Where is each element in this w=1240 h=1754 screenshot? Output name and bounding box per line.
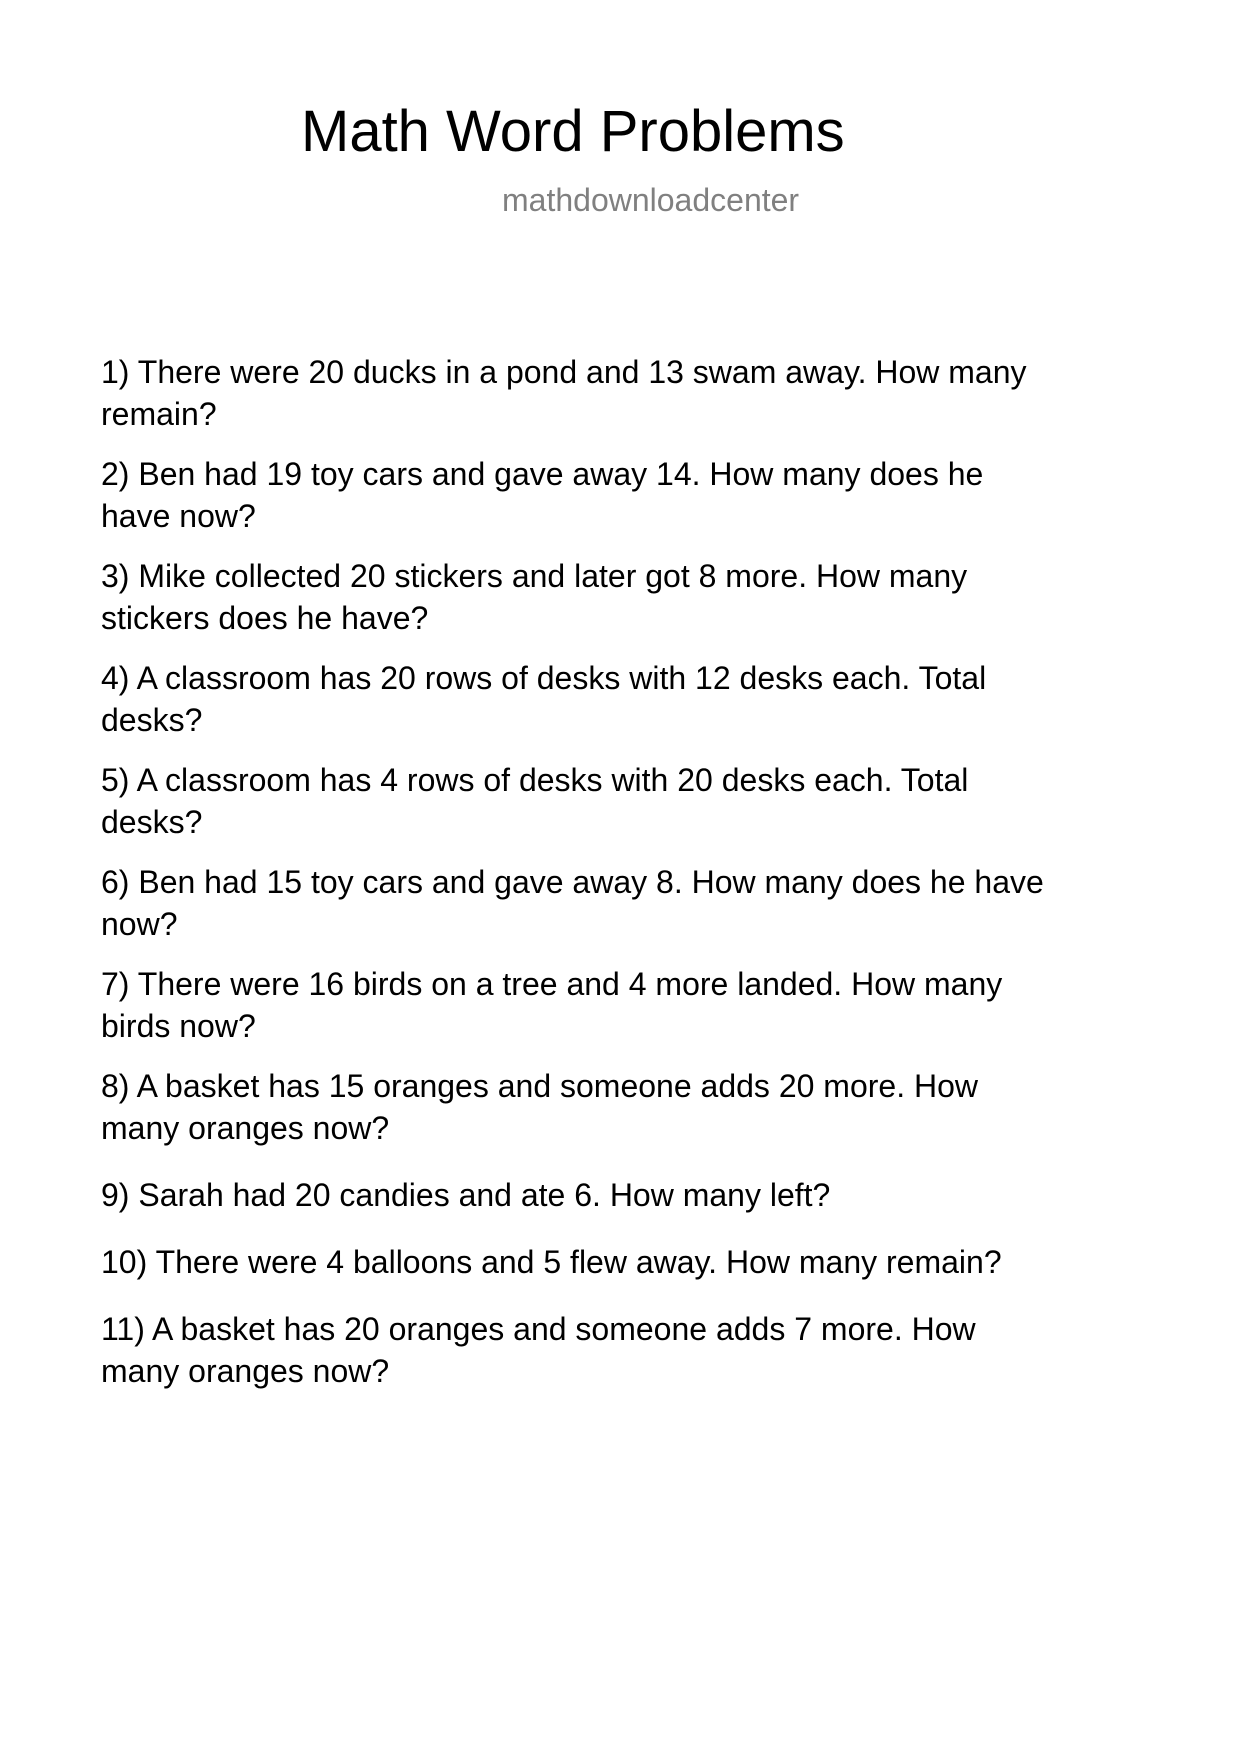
problem-text-line: many oranges now? <box>101 1353 390 1389</box>
problem-text-line: 3) Mike collected 20 stickers and later got 8 more. How many <box>101 558 968 594</box>
problem-text-line: 8) A basket has 15 oranges and someone adds 20 more. How <box>101 1068 978 1104</box>
problem-text-line: birds now? <box>101 1008 256 1044</box>
problem-7 <box>101 963 1002 1047</box>
problem-11 <box>101 1308 976 1392</box>
problem-text-line: many oranges now? <box>101 1110 390 1146</box>
problem-4 <box>101 657 986 741</box>
problem-3 <box>101 555 967 639</box>
problem-1 <box>101 351 1027 435</box>
problem-text-line: remain? <box>101 396 217 432</box>
problem-text-line: 1) There were 20 ducks in a pond and 13 swam away. How many <box>101 354 1027 390</box>
problem-8 <box>101 1065 978 1149</box>
problem-text-line: 11) A basket has 20 oranges and someone adds 7 more. How <box>101 1311 976 1347</box>
problem-6 <box>101 861 1044 945</box>
problem-text-line: 9) Sarah had 20 candies and ate 6. How many left? <box>101 1177 831 1213</box>
problem-5 <box>101 759 968 843</box>
problem-text-line: desks? <box>101 702 203 738</box>
problem-text-line: 5) A classroom has 4 rows of desks with 20 desks each. Total <box>101 762 969 798</box>
problem-text-line: have now? <box>101 498 256 534</box>
problem-text-line: now? <box>101 906 178 942</box>
problem-text-line: 10) There were 4 balloons and 5 flew away. How many remain? <box>101 1244 1002 1280</box>
problem-text-line: desks? <box>101 804 203 840</box>
problem-text-line: stickers does he have? <box>101 600 429 636</box>
problem-text-line: 4) A classroom has 20 rows of desks with 12 desks each. Total <box>101 660 987 696</box>
page-title: Math Word Problems <box>301 99 845 164</box>
problem-9 <box>101 1174 830 1216</box>
page-subtitle: mathdownloadcenter <box>502 182 800 218</box>
problem-text-line: 7) There were 16 birds on a tree and 4 more landed. How many <box>101 966 1003 1002</box>
problem-text-line: 6) Ben had 15 toy cars and gave away 8. How many does he have <box>101 864 1044 900</box>
problem-2 <box>101 453 983 537</box>
problem-10 <box>101 1241 1002 1283</box>
problem-text-line: 2) Ben had 19 toy cars and gave away 14. How many does he <box>101 456 984 492</box>
